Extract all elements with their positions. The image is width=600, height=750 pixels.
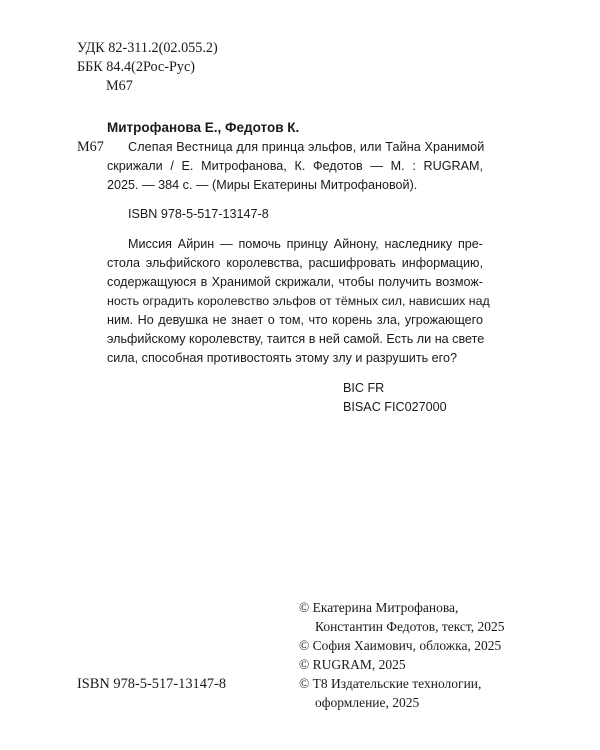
record-author-sign: М67	[77, 139, 104, 155]
annotation-line: ним. Но девушка не знает о том, что корень зла, угрожающего	[107, 313, 483, 327]
record-isbn: ISBN 978-5-517-13147-8	[128, 207, 269, 221]
annotation-line: сила, способная противостоять этому злу и разрушить его?	[107, 351, 457, 365]
copyright-line: Константин Федотов, текст, 2025	[315, 619, 505, 634]
copyright-line: © Екатерина Митрофанова,	[299, 600, 459, 615]
annotation-line: Миссия Айрин — помочь принцу Айнону, наследнику пре-	[128, 237, 483, 251]
copyright-line: © Т8 Издательские технологии,	[299, 676, 482, 691]
record-line: Слепая Вестница для принца эльфов, или Тайна Хранимой	[128, 140, 485, 154]
bic-code: BIC FR	[343, 381, 385, 395]
annotation-line: содержащуюся в Хранимой скрижали, чтобы получить возмож-	[107, 275, 483, 289]
copyright-line: © София Хаимович, обложка, 2025	[299, 638, 502, 653]
annotation-line: стола эльфийского королевства, расшифровать информацию,	[107, 256, 483, 270]
footer-isbn: ISBN 978-5-517-13147-8	[77, 676, 227, 692]
author-sign: М67	[106, 78, 133, 94]
bisac-code: BISAC FIC027000	[343, 400, 447, 414]
record-line: скрижали / Е. Митрофанова, К. Федотов — М. : RUGRAM,	[107, 159, 483, 173]
copyright-line: оформление, 2025	[315, 695, 420, 710]
bbk-code: ББК 84.4(2Рос-Рус)	[77, 59, 195, 75]
record-line: 2025. — 384 с. — (Миры Екатерины Митрофановой).	[107, 178, 418, 192]
annotation-line: ность оградить королевство эльфов от тёмных сил, нависших над	[107, 294, 490, 308]
udk-code: УДК 82-311.2(02.055.2)	[77, 40, 218, 56]
authors-heading: Митрофанова Е., Федотов К.	[107, 120, 300, 135]
copyright-line: © RUGRAM, 2025	[299, 657, 406, 672]
annotation-line: эльфийскому королевству, таится в ней самой. Есть ли на свете	[107, 332, 485, 346]
